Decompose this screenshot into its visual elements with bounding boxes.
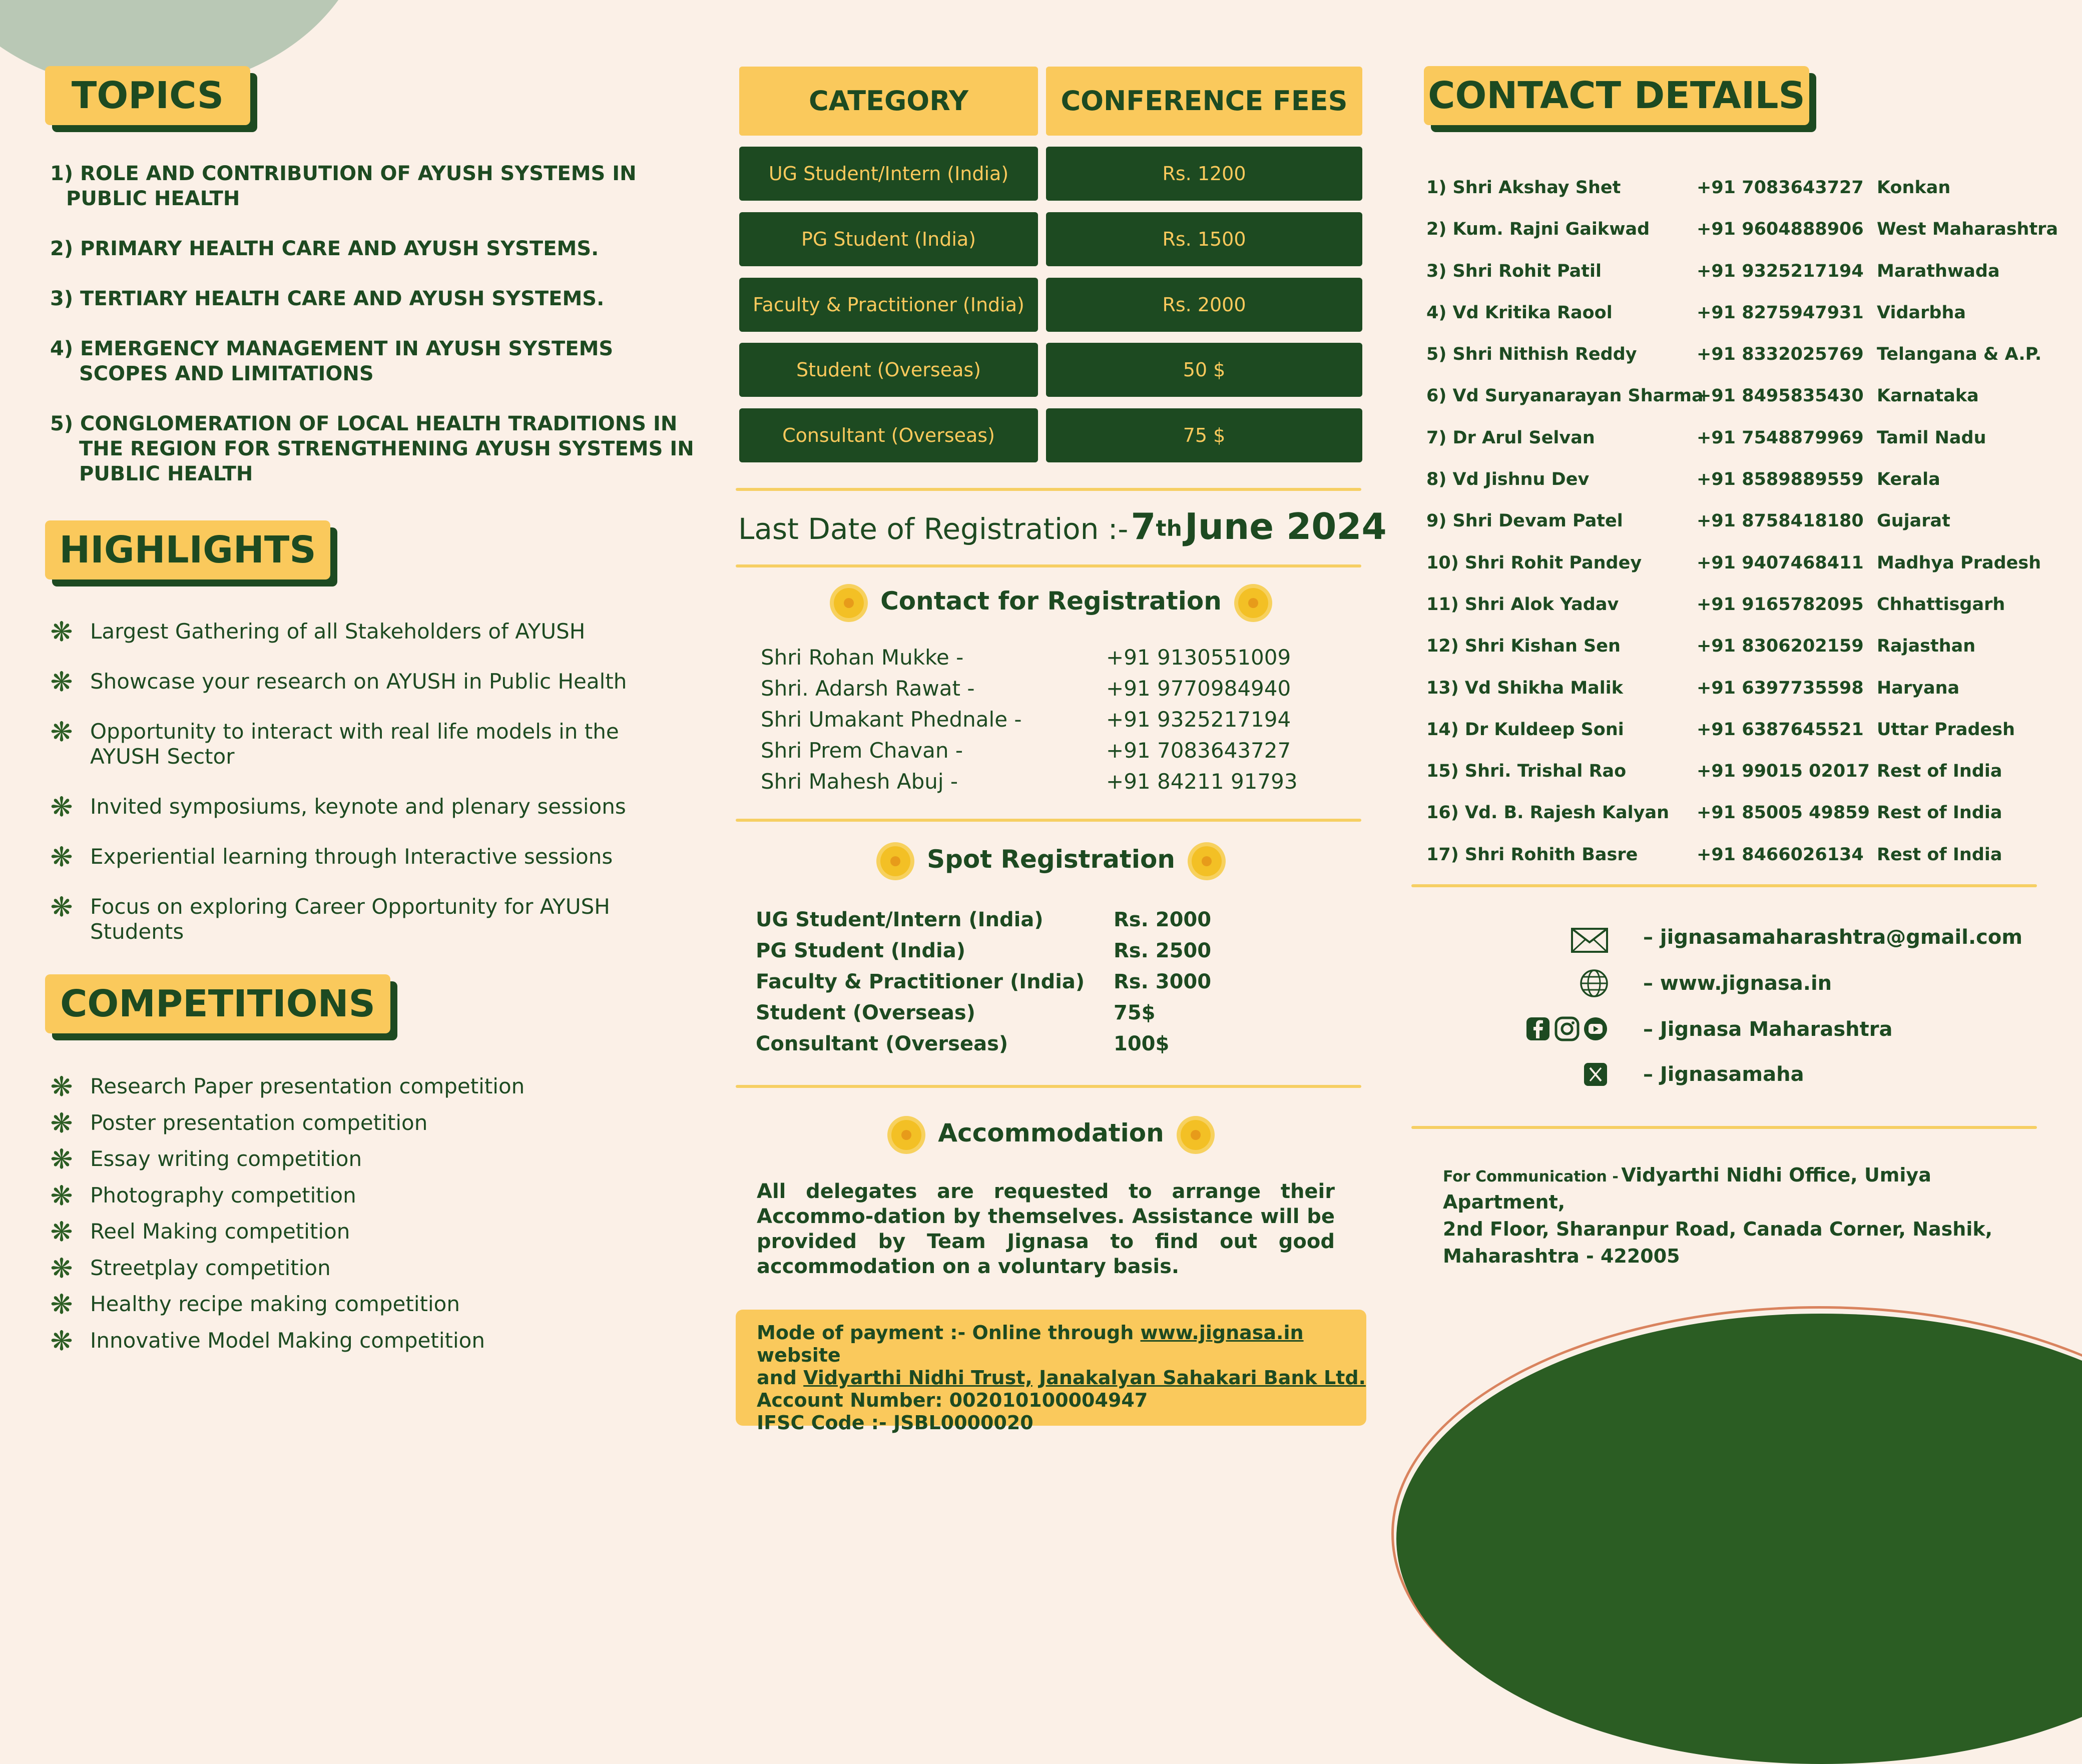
competitions-list — [48, 1071, 698, 1364]
list-item: Shri Mahesh Abuj - +91 84211 91793 — [761, 769, 1298, 794]
communication-address: For Communication - Vidyarthi Nidhi Office, Umiya Apartment, 2nd Floor, Sharanpur Road, Canada Corner, Nashik, Maharashtra - 422005 — [1443, 1164, 1993, 1267]
sunflower-icon — [1192, 846, 1222, 876]
topic-item: 1) ROLE AND CONTRIBUTION OF AYUSH SYSTEMS IN PUBLIC HEALTH — [50, 162, 637, 210]
highlights-title: HIGHLIGHTS — [45, 520, 330, 579]
list-item: UG Student/Intern (India) Rs. 2000 — [756, 908, 1212, 931]
divider — [736, 819, 1361, 822]
divider — [1411, 884, 2037, 887]
list-item: Student (Overseas) 75$ — [756, 1001, 1156, 1024]
list-item: Shri. Adarsh Rawat - +91 9770984940 — [761, 676, 1291, 701]
highlight-item: ❋ Opportunity to interact with real life models in the AYUSH Sector — [48, 719, 698, 769]
flower-bullet-icon: ❋ — [50, 1289, 73, 1320]
list-item: Consultant (Overseas) 100$ — [756, 1032, 1170, 1055]
flower-bullet-icon: ❋ — [50, 1107, 73, 1139]
fee-category-cell: Faculty & Practitioner (India) — [739, 278, 1038, 332]
competitions-title: COMPETITIONS — [45, 974, 390, 1033]
flower-bullet-icon: ❋ — [50, 1071, 73, 1102]
website-link[interactable]: www.jignasa.in — [1140, 1322, 1304, 1344]
list-item: Shri Prem Chavan - +91 7083643727 — [761, 738, 1291, 763]
sunflower-icon — [1181, 1120, 1211, 1150]
flower-bullet-icon: ❋ — [50, 616, 73, 648]
sunflower-icon — [834, 588, 864, 618]
sunflower-icon — [880, 846, 910, 876]
website-link[interactable]: – www.jignasa.in — [1643, 972, 1832, 995]
divider — [736, 1085, 1361, 1088]
fee-amount-cell: Rs. 2000 — [1046, 278, 1362, 332]
email-link[interactable]: – jignasamaharashtra@gmail.com — [1643, 926, 2023, 949]
flower-bullet-icon: ❋ — [50, 1216, 73, 1248]
globe-icon — [1580, 969, 1609, 998]
topic-item: 3) TERTIARY HEALTH CARE AND AYUSH SYSTEMS. — [50, 287, 605, 310]
divider — [736, 564, 1361, 567]
competition-item: ❋ Essay writing competition — [48, 1146, 698, 1183]
topic-item: 5) CONGLOMERATION OF LOCAL HEALTH TRADITIONS IN THE REGION FOR STRENGTHENING AYUSH SYSTEMS IN PUBLIC HEALTH — [50, 412, 694, 485]
competition-item: ❋ Healthy recipe making competition — [48, 1292, 698, 1328]
fee-category-cell: Consultant (Overseas) — [739, 408, 1038, 462]
registration-contacts-list — [761, 642, 1361, 797]
flower-bullet-icon: ❋ — [50, 716, 73, 748]
topic-item: 2) PRIMARY HEALTH CARE AND AYUSH SYSTEMS. — [50, 237, 599, 260]
competition-item: ❋ Photography competition — [48, 1183, 698, 1220]
facebook-icon[interactable] — [1525, 1016, 1550, 1041]
list-item: Faculty & Practitioner (India) Rs. 3000 — [756, 970, 1212, 993]
divider — [1411, 1126, 2037, 1129]
highlight-item: ❋ Showcase your research on AYUSH in Public Health — [48, 669, 698, 694]
fee-category-cell: Student (Overseas) — [739, 343, 1038, 397]
payment-line: and Vidyarthi Nidhi Trust, Janakalyan Sahakari Bank Ltd. — [757, 1367, 1366, 1389]
fee-category-cell: UG Student/Intern (India) — [739, 147, 1038, 201]
sunflower-icon — [891, 1120, 921, 1150]
payment-details — [757, 1322, 1367, 1434]
divider — [736, 488, 1361, 491]
competition-item: ❋ Research Paper presentation competition — [48, 1074, 698, 1110]
sunflower-icon — [1238, 588, 1268, 618]
fees-header-category: CATEGORY — [739, 67, 1038, 136]
fee-category-cell: PG Student (India) — [739, 212, 1038, 266]
spot-registration-list — [756, 904, 1356, 1059]
spot-registration-heading: Spot Registration — [736, 845, 1366, 876]
flower-bullet-icon: ❋ — [50, 791, 73, 823]
registration-deadline: Last Date of Registration :- 7th June 2024 — [738, 505, 1387, 547]
flower-bullet-icon: ❋ — [50, 841, 73, 873]
topics-list — [50, 161, 701, 511]
payment-line: Mode of payment :- Online through www.jignasa.in website — [757, 1322, 1304, 1366]
competition-item: ❋ Streetplay competition — [48, 1256, 698, 1292]
accommodation-heading: Accommodation — [736, 1118, 1366, 1150]
highlight-item: ❋ Experiential learning through Interactive sessions — [48, 844, 698, 869]
contact-registration-heading: Contact for Registration — [736, 586, 1366, 618]
highlights-list — [48, 616, 698, 944]
topics-title: TOPICS — [45, 66, 250, 125]
x-twitter-icon[interactable] — [1583, 1062, 1608, 1087]
flower-bullet-icon: ❋ — [50, 891, 73, 923]
envelope-icon — [1571, 927, 1609, 953]
contact-details-title: CONTACT DETAILS — [1424, 66, 1809, 125]
flower-bullet-icon: ❋ — [50, 1180, 73, 1212]
competition-item: ❋ Poster presentation competition — [48, 1110, 698, 1147]
ifsc-code: IFSC Code :- JSBL0000020 — [757, 1412, 1033, 1434]
accommodation-text: All delegates are requested to arrange their Accommo-dation by themselves. Assistance will be provided by Team Jignasa to find out good accommodation on a voluntary basis. — [757, 1180, 1335, 1278]
flower-bullet-icon: ❋ — [50, 666, 73, 698]
list-item: Shri Rohan Mukke - +91 9130551009 — [761, 645, 1291, 670]
decorative-corner-bottom-right — [1396, 1314, 2082, 1764]
highlight-item: ❋ Invited symposiums, keynote and plenary sessions — [48, 794, 698, 819]
x-handle-link[interactable]: – Jignasamaha — [1643, 1063, 1804, 1086]
flower-bullet-icon: ❋ — [50, 1325, 73, 1357]
fee-amount-cell: Rs. 1200 — [1046, 147, 1362, 201]
competition-item: ❋ Innovative Model Making competition — [48, 1328, 698, 1365]
highlight-item: ❋ Largest Gathering of all Stakeholders of AYUSH — [48, 619, 698, 644]
fees-header-fees: CONFERENCE FEES — [1046, 67, 1362, 136]
flower-bullet-icon: ❋ — [50, 1143, 73, 1175]
social-link[interactable]: – Jignasa Maharashtra — [1643, 1018, 1893, 1041]
youtube-icon[interactable] — [1583, 1016, 1608, 1041]
fee-amount-cell: Rs. 1500 — [1046, 212, 1362, 266]
account-number: Account Number: 002010100004947 — [757, 1389, 1148, 1411]
instagram-icon[interactable] — [1554, 1016, 1580, 1041]
flower-bullet-icon: ❋ — [50, 1252, 73, 1284]
fee-amount-cell: 75 $ — [1046, 408, 1362, 462]
fee-amount-cell: 50 $ — [1046, 343, 1362, 397]
list-item: Shri Umakant Phednale - +91 9325217194 — [761, 707, 1291, 732]
list-item: PG Student (India) Rs. 2500 — [756, 939, 1212, 962]
competition-item: ❋ Reel Making competition — [48, 1219, 698, 1256]
highlight-item: ❋ Focus on exploring Career Opportunity for AYUSH Students — [48, 894, 698, 944]
topic-item: 4) EMERGENCY MANAGEMENT IN AYUSH SYSTEMS SCOPES AND LIMITATIONS — [50, 337, 614, 385]
